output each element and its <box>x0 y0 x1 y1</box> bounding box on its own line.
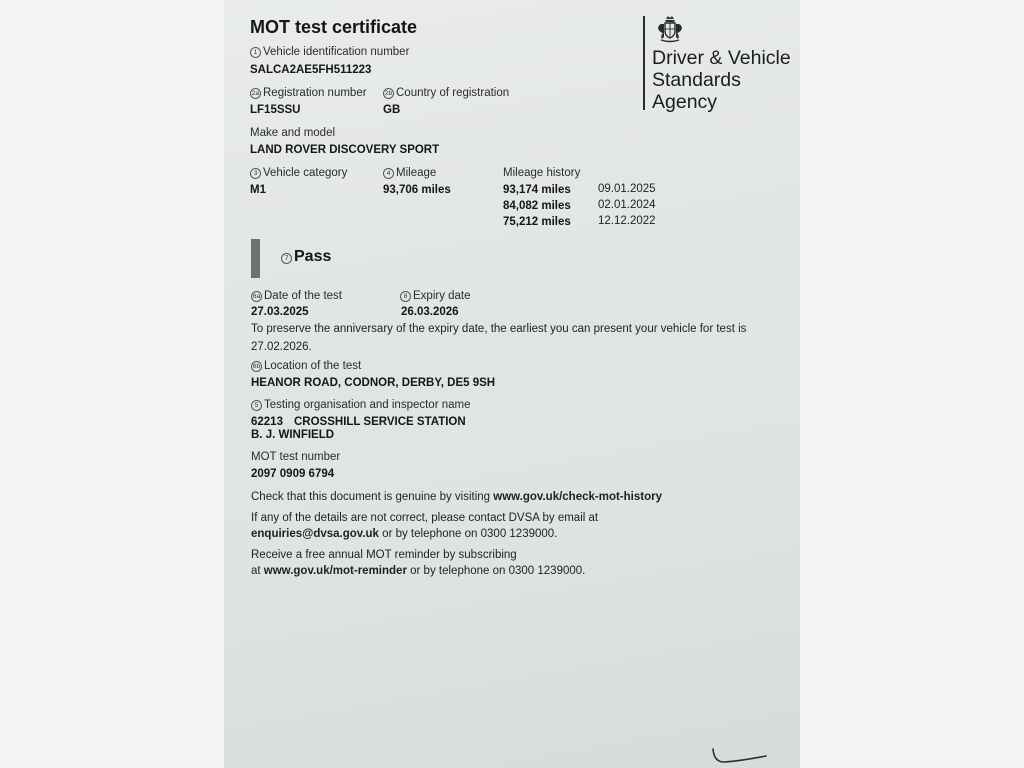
mileage-history-label: Mileage history <box>503 167 581 179</box>
mileage-history-miles: 93,174 miles <box>503 184 571 196</box>
agency-name-line3: Agency <box>652 91 718 113</box>
vin-label: 1 Vehicle identification number <box>250 46 409 58</box>
location-label: 6b Location of the test <box>252 360 362 372</box>
check-mot-history-link[interactable]: www.gov.uk/check-mot-history <box>493 491 662 503</box>
agency-divider <box>643 16 645 110</box>
contact-note-line2: enquiries@dvsa.gov.uk or by telephone on 0300 1239000. <box>251 528 558 540</box>
agency-name-line2: Standards <box>652 69 741 91</box>
dvsa-email-link[interactable]: enquiries@dvsa.gov.uk <box>251 528 379 540</box>
reminder-note: Receive a free annual MOT reminder by subscribing <box>251 549 517 561</box>
field-number-badge: 1 <box>250 47 261 58</box>
mileage-value: 93,706 miles <box>383 184 451 196</box>
check-genuine-note: Check that this document is genuine by visiting www.gov.uk/check-mot-history <box>251 491 662 503</box>
mileage-history-date: 09.01.2025 <box>598 183 656 195</box>
make-model-value: LAND ROVER DISCOVERY SPORT <box>250 144 440 156</box>
field-number-badge: 6a <box>252 293 261 300</box>
category-label: 3 Vehicle category <box>250 167 347 179</box>
royal-crest-icon <box>655 15 685 43</box>
pen-mark <box>710 744 770 768</box>
field-number-badge: 2b <box>384 90 393 97</box>
expiry-date-value: 26.03.2026 <box>401 306 459 318</box>
certificate-title: MOT test certificate <box>250 17 418 37</box>
field-number-badge: 7 <box>281 253 292 264</box>
field-number-badge: 4 <box>383 168 394 179</box>
test-date-value: 27.03.2025 <box>251 306 309 318</box>
mileage-label: 4 Mileage <box>383 167 436 179</box>
pass-indicator-bar <box>251 239 260 278</box>
anniversary-date: 27.02.2026. <box>251 341 312 353</box>
reminder-note-line2: at www.gov.uk/mot-reminder or by telephone on 0300 1239000. <box>251 565 586 577</box>
field-number-badge: 2a <box>251 90 260 97</box>
vin-value: SALCA2AE5FH511223 <box>250 64 372 76</box>
registration-value: LF15SSU <box>250 104 301 116</box>
test-date-label: 6a Date of the test <box>252 290 342 302</box>
agency-name-line1: Driver & Vehicle <box>652 47 791 69</box>
mileage-history-date: 12.12.2022 <box>598 215 656 227</box>
location-value: HEANOR ROAD, CODNOR, DERBY, DE5 9SH <box>251 377 496 389</box>
field-number-badge: 3 <box>250 168 261 179</box>
mot-certificate <box>224 0 800 768</box>
registration-label: 2a Registration number <box>251 87 367 99</box>
field-number-badge: 5 <box>251 400 262 411</box>
anniversary-note: To preserve the anniversary of the expiry date, the earliest you can present your vehicle for test is <box>251 323 747 335</box>
field-number-badge: 6b <box>252 363 261 370</box>
field-number-badge: 8 <box>400 291 411 302</box>
contact-note: If any of the details are not correct, please contact DVSA by email at <box>251 512 599 524</box>
organisation-label: 5 Testing organisation and inspector name <box>251 399 471 411</box>
inspector-name: B. J. WINFIELD <box>251 429 335 441</box>
country-value: GB <box>383 104 401 116</box>
expiry-date-label: 8 Expiry date <box>400 290 471 302</box>
category-value: M1 <box>250 184 266 196</box>
make-model-label: Make and model <box>250 127 336 139</box>
mileage-history-date: 02.01.2024 <box>598 199 656 211</box>
organisation-code: 62213 <box>251 416 283 428</box>
country-label: 2b Country of registration <box>384 87 510 99</box>
mileage-history-miles: 75,212 miles <box>503 216 571 228</box>
test-result <box>281 248 331 266</box>
test-number-label: MOT test number <box>251 451 341 463</box>
test-number-value: 2097 0909 6794 <box>251 468 335 480</box>
mot-reminder-link[interactable]: www.gov.uk/mot-reminder <box>263 565 407 577</box>
organisation-station: CROSSHILL SERVICE STATION <box>294 416 466 428</box>
mileage-history-miles: 84,082 miles <box>503 200 571 212</box>
test-result-label: Pass <box>294 248 332 265</box>
